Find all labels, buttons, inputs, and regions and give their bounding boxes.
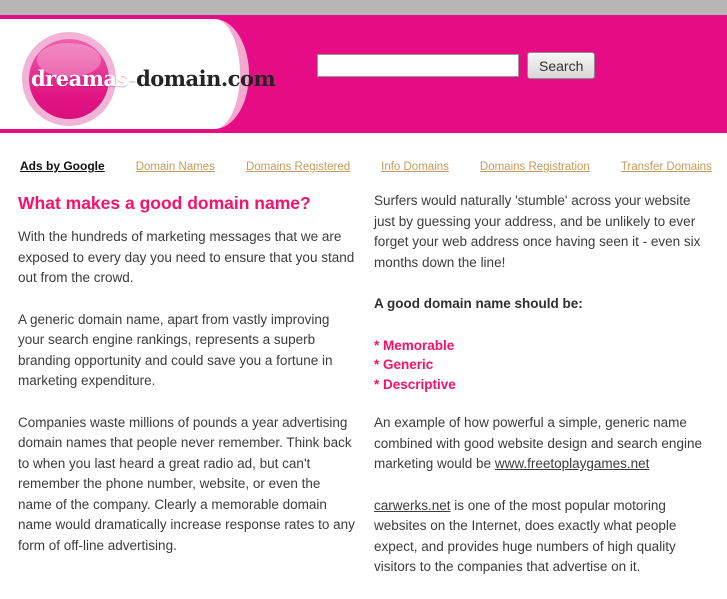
right-paragraph-3-text: is one of the most popular motoring websites on the Internet, does exactly what people expect, and provides huge numbers of high quality visitors to the companies that advertise on it.: [374, 497, 677, 574]
search-button[interactable]: Search: [527, 52, 595, 79]
right-subheading: A good domain name should be:: [374, 296, 583, 311]
left-paragraph-1: With the hundreds of marketing messages that we are exposed to every day you need to ensure that you stand out from the crowd.: [18, 229, 355, 285]
nav-bar: [0, 133, 727, 173]
nav-link-domains-registered[interactable]: Domains Registered: [245, 161, 351, 173]
link-freetoplaygames[interactable]: www.freetoplaygames.net: [494, 456, 650, 471]
nav-link-info-domains[interactable]: Info Domains: [381, 161, 449, 173]
logo-panel: [0, 19, 276, 129]
nav-ads-by-google[interactable]: Ads by Google: [20, 159, 105, 173]
nav-link-transfer-domains[interactable]: Transfer Domains: [620, 161, 712, 173]
bullet-generic: * Generic: [374, 357, 434, 372]
right-paragraph-1: Surfers would naturally 'stumble' across your website just by guessing your address, and be unlikely to ever forget your web address once having seen it - even six months down the line!: [374, 193, 701, 270]
logo-text-dark: domain.com: [136, 66, 276, 91]
top-gray-bar: [0, 0, 727, 15]
left-column: [18, 191, 356, 599]
bullet-descriptive: * Descriptive: [374, 376, 456, 392]
left-paragraph-3: Companies waste millions of pounds a year advertising domain names that people never remember. Think back to when you last heard a great radio ad, but can't remember the phone number, website, or even the name of the company. Clearly a memorable domain name would dramatically increase response rates to any form of off-line advertising.: [18, 414, 355, 553]
link-carwerks[interactable]: carwerks.net: [374, 497, 451, 513]
bullet-list: [374, 336, 712, 395]
right-paragraph-2-text: An example of how powerful a simple, generic name combined with good website design and search engine marketing would be: [374, 415, 702, 471]
left-paragraph-2: A generic domain name, apart from vastly improving your search engine rankings, represents a superb branding opportunity and could save you a fortune in marketing expenditure.: [18, 311, 333, 388]
nav-link-domain-names[interactable]: Domain Names: [135, 161, 215, 173]
main-content: [0, 173, 727, 599]
site-header: [0, 15, 727, 133]
right-paragraph-3: [374, 496, 712, 578]
page-title: What makes a good domain name?: [18, 193, 311, 213]
search-box: [317, 52, 595, 79]
site-logo: [31, 66, 275, 91]
bullet-memorable: * Memorable: [374, 337, 455, 353]
right-paragraph-2: [374, 413, 712, 475]
nav-link-domains-registration[interactable]: Domains Registration: [479, 161, 590, 173]
right-column: [374, 191, 712, 599]
logo-text-light: dreamas-: [31, 66, 137, 91]
search-input[interactable]: [317, 54, 519, 77]
